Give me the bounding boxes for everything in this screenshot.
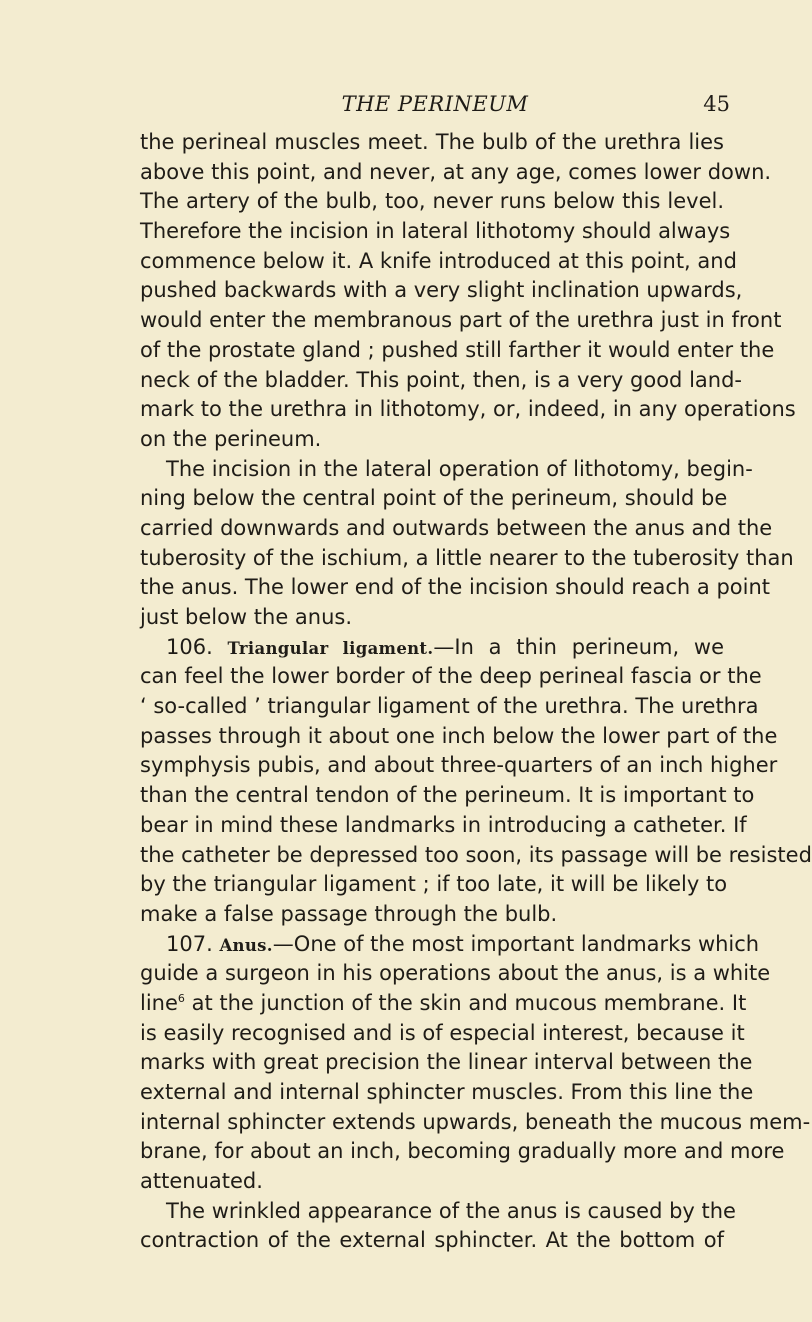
text-line: the anus. The lower end of the incision should reach a point (140, 575, 770, 600)
text-line: internal sphincter extends upwards, beneath the mucous mem- (140, 1109, 811, 1134)
text-line: carried downwards and outwards between the anus and the (140, 515, 773, 540)
text-line: the perineal muscles meet. The bulb of the urethra lies (140, 130, 724, 154)
text-line: above this point, and never, at any age, comes lower down. (140, 159, 772, 184)
section-number: 106. (166, 634, 213, 659)
text-line: make a false passage through the bulb. (140, 901, 558, 926)
section-heading: Anus. (219, 935, 273, 955)
text-line: ning below the central point of the perineum, should be (140, 486, 728, 511)
text-line: is easily recognised and is of especial interest, because it (140, 1020, 745, 1045)
text-line: than the central tendon of the perineum. It is important to (140, 783, 755, 808)
text-line: The incision in the lateral operation of lithotomy, begin- (166, 456, 753, 481)
running-head (140, 90, 730, 124)
text-line: Therefore the incision in lateral lithotomy should always (140, 219, 731, 244)
text-line: tuberosity of the ischium, a little nearer to the tuberosity than (140, 545, 794, 570)
text-line: would enter the membranous part of the urethra just in front (140, 308, 782, 333)
section-number: 107. (166, 931, 213, 956)
page-number: 45 (703, 92, 730, 116)
text-line: ‘ so-called ’ triangular ligament of the urethra. The urethra (140, 694, 759, 719)
text-line: The artery of the bulb, too, never runs below this level. (140, 189, 724, 214)
text-run: —In a thin perineum, we (433, 634, 724, 659)
text-line: external and internal sphincter muscles. From this line the (140, 1080, 754, 1104)
footnote-line (140, 989, 747, 1019)
text-line: contraction of the external sphincter. At the bottom of (140, 1228, 724, 1253)
section-107-line (140, 930, 760, 960)
section-heading: Triangular ligament. (227, 638, 434, 658)
text-line: neck of the bladder. This point, then, is a very good land- (140, 367, 742, 392)
body-text (140, 128, 812, 1256)
text-run: line (140, 990, 178, 1015)
text-run: —One of the most important landmarks which (272, 931, 760, 956)
text-line: by the triangular ligament ; if too late, it will be likely to (140, 872, 728, 897)
text-line: bear in mind these landmarks in introducing a catheter. If (140, 812, 747, 837)
text-line: pushed backwards with a very slight inclination upwards, (140, 278, 743, 303)
text-line: of the prostate gland ; pushed still farther it would enter the (140, 337, 775, 362)
footnote-marker: 6 (177, 991, 185, 1005)
text-line: just below the anus. (140, 605, 353, 629)
text-line: brane, for about an inch, becoming gradually more and more (140, 1139, 785, 1164)
text-line: marks with great precision the linear interval between the (140, 1050, 753, 1075)
text-line: commence below it. A knife introduced at this point, and (140, 248, 737, 273)
text-line: attenuated. (140, 1169, 263, 1194)
text-line: guide a surgeon in his operations about the anus, is a white (140, 961, 771, 986)
running-title: THE PERINEUM (341, 92, 529, 116)
text-line: passes through it about one inch below the lower part of the (140, 723, 778, 748)
text-line: mark to the urethra in lithotomy, or, indeed, in any operations (140, 397, 796, 422)
text-run: at the junction of the skin and mucous membrane. It (184, 990, 747, 1015)
text-line: symphysis pubis, and about three-quarters of an inch higher (140, 753, 778, 778)
text-line: the catheter be depressed too soon, its passage will be resisted (140, 842, 812, 867)
section-106-line (140, 633, 724, 663)
text-line: on the perineum. (140, 426, 322, 451)
text-line: can feel the lower border of the deep perineal fascia or the (140, 664, 762, 689)
text-line: The wrinkled appearance of the anus is caused by the (166, 1198, 736, 1223)
